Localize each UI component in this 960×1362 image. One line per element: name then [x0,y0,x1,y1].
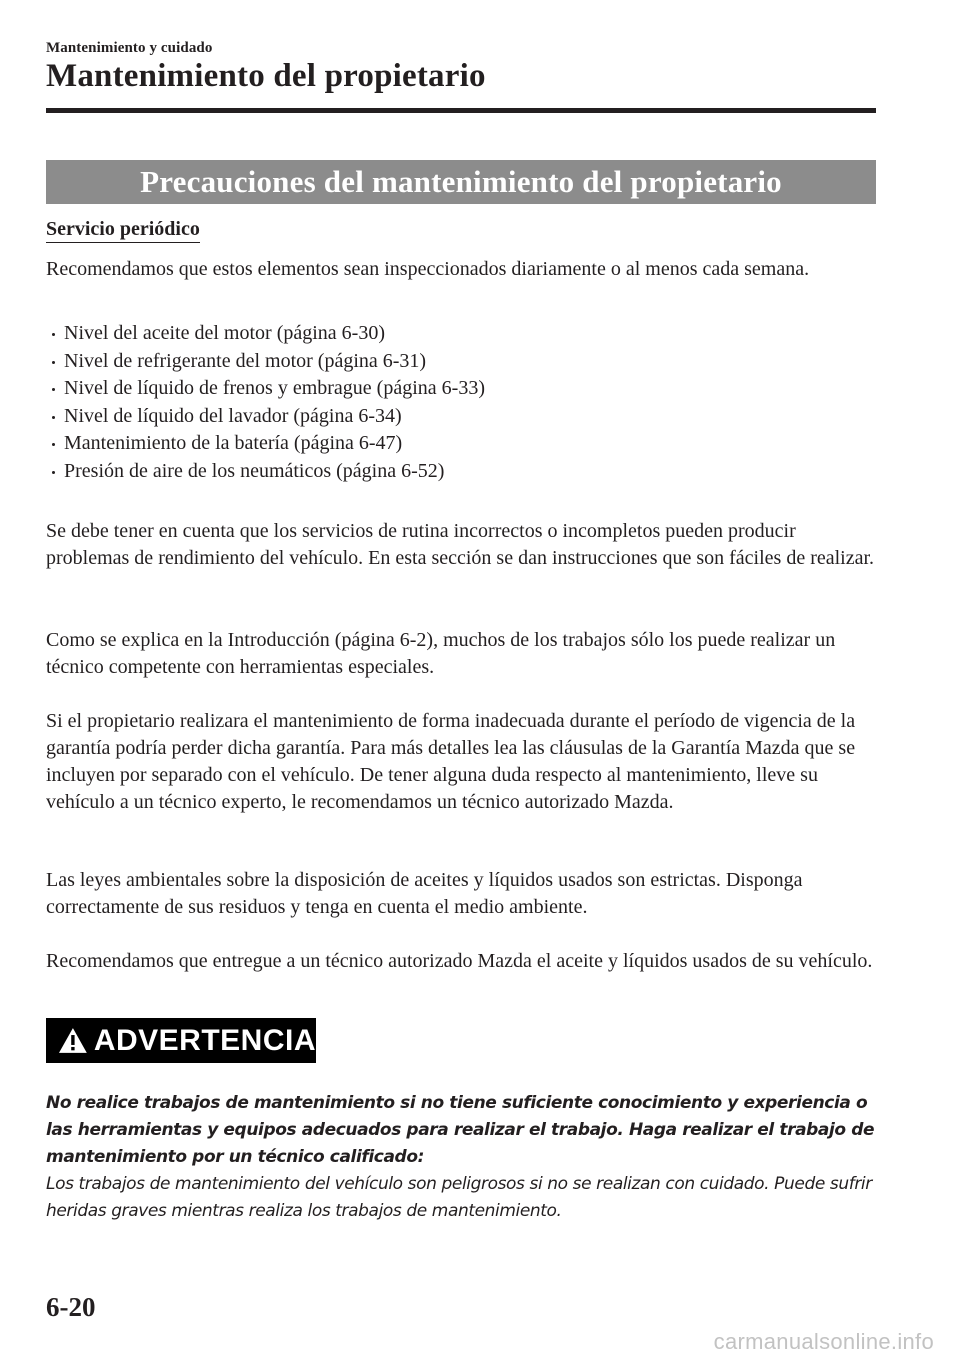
warning-bold-text: No realice trabajos de mantenimiento si no tiene suficiente conocimiento y experiencia o las herramientas y equipos adecuados para realizar el trabajo. Haga realizar el trabajo de mantenimiento por un técnico calificado: [46,1093,875,1167]
list-item [46,320,485,348]
title-divider [46,108,876,113]
bullet-dot-icon [52,388,55,391]
inspection-list [46,320,485,486]
list-item-text: Presión de aire de los neumáticos (página 6-52) [64,459,445,482]
warning-badge [46,1018,316,1063]
bullet-dot-icon [52,333,55,336]
warning-body-text: Los trabajos de mantenimiento del vehículo son peligrosos si no se realizan con cuidado. Puede sufrir heridas graves mientras realiza los trabajos de mantenimiento. [46,1174,872,1221]
list-item-text: Nivel del aceite del motor (página 6-30) [64,322,385,344]
paragraph-used-fluids: Recomendamos que entregue a un técnico autorizado Mazda el aceite y líquidos usados de su vehículo. [46,950,873,972]
paragraph-warranty: Si el propietario realizara el mantenimiento de forma inadecuada durante el período de vigencia de la garantía podría perder dicha garantía. Para más detalles lea las cláusulas de la Garantía Mazda que se incluyen por separado con el vehículo. De tener alguna duda respecto al mantenimiento, lleve su vehículo a un técnico experto, le recomendamos un técnico autorizado Mazda. [46,710,856,813]
list-item [46,348,485,376]
page-title: Mantenimiento del propietario [46,58,486,94]
watermark: carmanualsonline.info [713,1329,934,1354]
warning-label: ADVERTENCIA [93,1023,316,1057]
bullet-dot-icon [52,416,55,419]
list-item [46,403,485,431]
list-item-text: Nivel de líquido del lavador (página 6-34) [64,404,402,427]
paragraph-introduction-reference: Como se explica en la Introducción (página 6-2), muchos de los trabajos sólo los puede realizar un técnico competente con herramientas especiales. [46,629,836,678]
breadcrumb: Mantenimiento y cuidado [46,40,213,56]
page-number: 6-20 [46,1292,96,1322]
list-item-text: Nivel de líquido de frenos y embrague (página 6-33) [64,377,485,400]
subheading-servicio-periodico: Servicio periódico [46,218,200,243]
bullet-dot-icon [52,443,55,446]
paragraph-environment: Las leyes ambientales sobre la disposición de aceites y líquidos usados son estrictas. Disponga correctamente de sus residuos y tenga en cuenta el medio ambiente. [46,869,803,918]
paragraph-routine-service: Se debe tener en cuenta que los servicios de rutina incorrectos o incompletos pueden producir problemas de rendimiento del vehículo. En esta sección se dan instrucciones que son fáciles de realizar. [46,520,875,569]
bullet-dot-icon [52,361,55,364]
section-title-band [46,160,876,204]
list-item [46,375,485,403]
list-item [46,430,485,458]
warning-message [46,1090,876,1225]
intro-paragraph: Recomendamos que estos elementos sean inspeccionados diariamente o al menos cada semana. [46,258,810,280]
section-title: Precauciones del mantenimiento del propietario [140,164,782,199]
bullet-dot-icon [52,471,55,474]
list-item-text: Nivel de refrigerante del motor (página 6-31) [64,349,427,372]
list-item-text: Mantenimiento de la batería (página 6-47) [64,432,403,455]
list-item [46,458,485,486]
warning-triangle-icon [58,1027,88,1054]
